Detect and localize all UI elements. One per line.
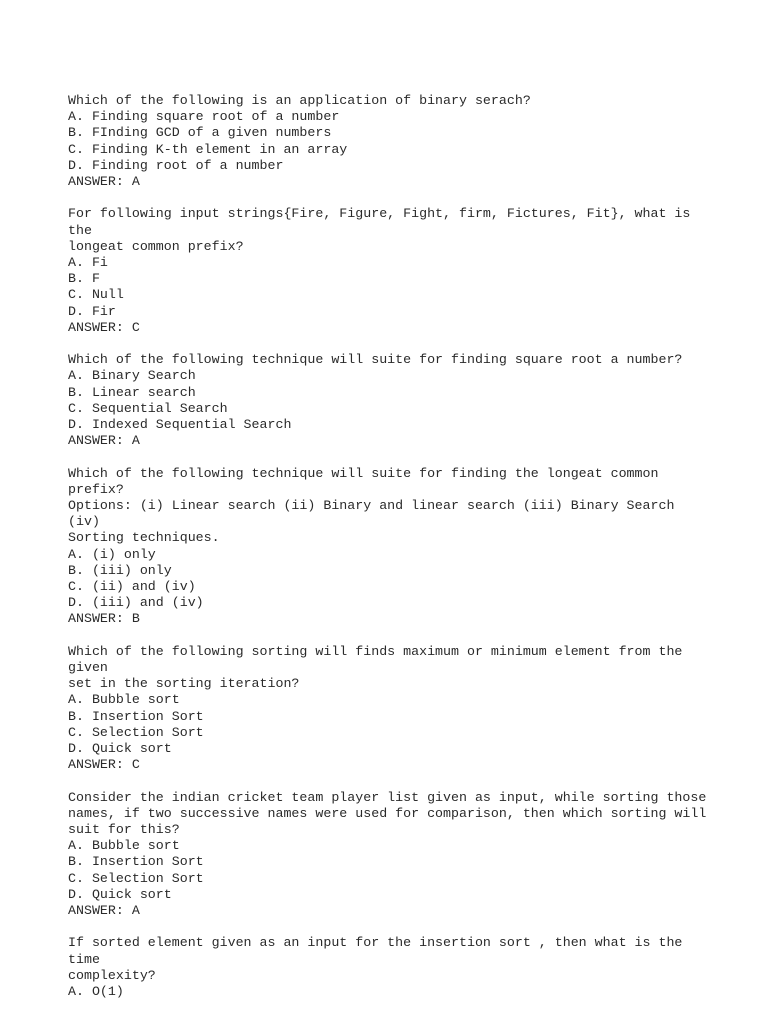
question-text-line: Consider the indian cricket team player list given as input, while sorting those [68, 789, 707, 805]
answer-key: ANSWER: A [68, 903, 140, 919]
answer-option: A. Fi [68, 255, 108, 271]
question-text-line: Options: (i) Linear search (ii) Binary and linear search (iii) Binary Search (iv) [68, 498, 683, 530]
answer-option: D. Indexed Sequential Search [68, 417, 292, 433]
question-text-line: If sorted element given as an input for the insertion sort , then what is the time [68, 935, 691, 967]
answer-option: D. Quick sort [68, 741, 172, 757]
question-block [68, 352, 708, 449]
question-block [68, 935, 708, 1000]
question-block [68, 466, 708, 628]
answer-option: D. Fir [68, 303, 116, 319]
answer-key: ANSWER: A [68, 174, 140, 190]
answer-key: ANSWER: A [68, 433, 140, 449]
question-text-line: longeat common prefix? [68, 238, 244, 254]
answer-option: B. FInding GCD of a given numbers [68, 125, 332, 141]
question-block [68, 206, 708, 336]
answer-option: B. (iii) only [68, 562, 172, 578]
question-text-line: Which of the following is an application of binary serach? [68, 93, 531, 108]
answer-key: ANSWER: C [68, 757, 140, 773]
question-text-line: suit for this? [68, 822, 180, 838]
question-text-line: names, if two successive names were used for comparison, then which sorting will [68, 805, 707, 821]
answer-option: A. Finding square root of a number [68, 109, 340, 125]
answer-option: D. Quick sort [68, 886, 172, 902]
answer-option: C. (ii) and (iv) [68, 579, 196, 595]
answer-option: B. Linear search [68, 384, 196, 400]
question-block [68, 790, 708, 920]
answer-option: C. Finding K-th element in an array [68, 141, 348, 157]
answer-option: A. Bubble sort [68, 838, 180, 854]
answer-option: A. Binary Search [68, 368, 196, 384]
answer-option: B. F [68, 271, 100, 287]
question-text-line: For following input strings{Fire, Figure, Fight, firm, Fictures, Fit}, what is the [68, 206, 699, 238]
answer-key: ANSWER: B [68, 611, 140, 627]
answer-option: A. O(1) [68, 984, 124, 1000]
question-list [68, 93, 708, 1016]
answer-option: C. Selection Sort [68, 724, 204, 740]
question-text-line: Which of the following technique will suite for finding square root a number? [68, 352, 683, 368]
question-block [68, 644, 708, 774]
answer-option: A. (i) only [68, 546, 156, 562]
answer-option: C. Sequential Search [68, 400, 228, 416]
answer-option: C. Selection Sort [68, 870, 204, 886]
answer-option: B. Insertion Sort [68, 708, 204, 724]
question-text-line: complexity? [68, 967, 156, 983]
question-block [68, 93, 708, 190]
question-text-line: Which of the following technique will suite for finding the longeat common prefix? [68, 465, 667, 497]
answer-option: D. Finding root of a number [68, 157, 284, 173]
answer-key: ANSWER: C [68, 319, 140, 335]
answer-option: C. Null [68, 287, 124, 303]
question-text-line: Which of the following sorting will finds maximum or minimum element from the given [68, 643, 691, 676]
question-text-line: Sorting techniques. [68, 530, 220, 546]
answer-option: B. Insertion Sort [68, 854, 204, 870]
answer-option: A. Bubble sort [68, 692, 180, 708]
answer-option: D. (iii) and (iv) [68, 595, 204, 611]
question-text-line: set in the sorting iteration? [68, 676, 300, 692]
